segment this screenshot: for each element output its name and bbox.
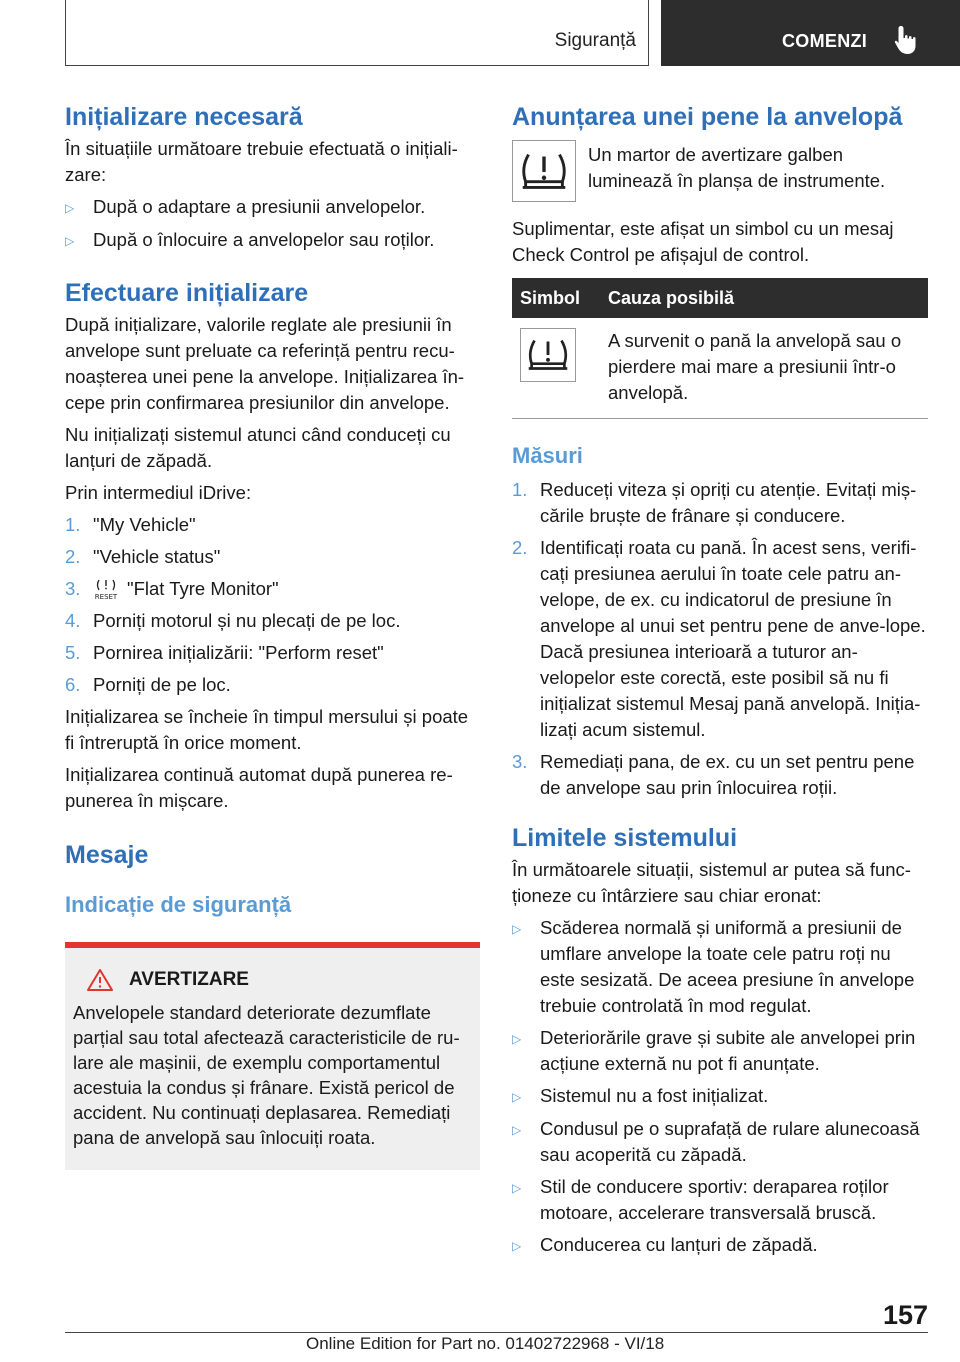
- heading-measures: Măsuri: [512, 443, 583, 468]
- list-item: ▷ Scăderea normală și uniformă a presiunii de umflare anvelope la toate cele patru roți nu este sesizată. De aceea presiune în anvelope trebuie controlată în mod regulat.: [512, 915, 928, 1019]
- heading-flat-tyre-notice: Anunțarea unei pene la anvelopă: [512, 103, 903, 131]
- header-section-box: [65, 0, 649, 66]
- list-item: ▷ Condusul pe o suprafață de rulare alunecoasă sau acoperită cu zăpadă.: [512, 1116, 928, 1168]
- heading-init-required: Inițializare necesară: [65, 103, 303, 131]
- edition-footer: Online Edition for Part no. 01402722968 - VI/18: [306, 1334, 665, 1353]
- list-item: 1. "My Vehicle": [65, 514, 196, 535]
- svg-text:RESET: RESET: [94, 593, 118, 601]
- warning-box: [65, 948, 480, 1170]
- indicator-intro: [512, 140, 928, 202]
- list-item: 2. Identificați roata cu pană. În acest sens, verifi-cați presiunea aerului în toate cele patru an-velope, de ex. cu indicatorul de presiune în anvelope al unui set pentru pene de anve-lope. Dacă presiunea interioară a tuturor an-velopelor este corectă, este posibil să nu fi inițializat sistemul Mesaj pană anvelopă. Iniția-lizați acum sistemul.: [512, 537, 926, 740]
- table-cell-cause: A survenit o pană la anvelopă sau o pierdere mai mare a presiunii într-o anvelopă.: [600, 318, 928, 419]
- heading-perform-init: Efectuare inițializare: [65, 279, 309, 307]
- list-item: ▷ Stil de conducere sportiv: deraparea roților motoare, accelerare transversală bruscă.: [512, 1174, 928, 1226]
- paragraph: După inițializare, valorile reglate ale presiunii în anvelope sunt preluate ca referință pentru recu-noașterea unei pene la anvelope. Inițializarea în-cepe prin confirmarea presiunilor din anvelope.: [65, 314, 465, 413]
- list-item: ▷ După o înlocuire a anvelopelor sau roților.: [65, 227, 480, 254]
- warning-text: Anvelopele standard deteriorate dezumflate parțial sau total afectează caracteristicile de ru-lare ale mașinii, de exemplu comportamentul acestuia la condus și frânare. Există pericol de accident. Nu continuați deplasarea. Remediați pana de anvelopă sau înlocuiți roata.: [73, 1002, 460, 1148]
- paragraph: Prin intermediul iDrive:: [65, 482, 252, 503]
- triangle-bullet-icon: ▷: [65, 201, 75, 215]
- paragraph: Suplimentar, este afișat un simbol cu un mesaj Check Control pe afișajul de control.: [512, 218, 894, 265]
- triangle-bullet-icon: ▷: [65, 234, 75, 248]
- tyre-pressure-warning-icon: [520, 328, 576, 382]
- symbol-table: [512, 278, 928, 419]
- table-header-symbol: Simbol: [512, 278, 600, 318]
- warning-heading: AVERTIZARE: [73, 968, 472, 992]
- left-column: [65, 100, 480, 1170]
- list-item: 3. RESET "Flat Tyre Monitor": [65, 578, 279, 601]
- list-item: 2. "Vehicle status": [65, 546, 221, 567]
- hand-pointer-icon: [894, 24, 920, 56]
- triangle-bullet-icon: ▷: [512, 1090, 522, 1104]
- paragraph: Inițializarea continuă automat după punerea re-punerea în mișcare.: [65, 764, 453, 811]
- header-chapter-title: COMENZI: [782, 31, 868, 51]
- page-number: 157: [882, 1300, 928, 1330]
- init-intro: În situațiile următoare trebuie efectuată o inițiali-zare:: [65, 138, 458, 185]
- header-section-title: Siguranță: [554, 30, 636, 51]
- list-item: 3. Remediați pana, de ex. cu un set pentru pene de anvelope sau prin înlocuirea roții.: [512, 751, 915, 798]
- heading-safety-note: Indicație de siguranță: [65, 892, 292, 917]
- list-item: 4. Porniți motorul și nu plecați de pe loc.: [65, 610, 401, 631]
- triangle-bullet-icon: ▷: [512, 922, 522, 936]
- tyre-pressure-warning-icon: [512, 140, 576, 202]
- header-chapter-box: [661, 0, 960, 66]
- list-item: 6. Porniți de pe loc.: [65, 674, 231, 695]
- paragraph: Un martor de avertizare galben luminează în planșa de instrumente.: [588, 144, 886, 191]
- triangle-bullet-icon: ▷: [512, 1181, 522, 1195]
- triangle-bullet-icon: ▷: [512, 1123, 522, 1137]
- list-item: ▷ Conducerea cu lanțuri de zăpadă.: [512, 1232, 928, 1259]
- paragraph: În următoarele situații, sistemul ar putea să func-ționeze cu întârziere sau chiar eronat:: [512, 859, 911, 906]
- list-item: ▷ Sistemul nu a fost inițializat.: [512, 1083, 928, 1110]
- paragraph: Inițializarea se încheie în timpul mersului și poate fi întreruptă în orice moment.: [65, 706, 469, 753]
- triangle-bullet-icon: ▷: [512, 1032, 522, 1046]
- heading-messages: Mesaje: [65, 841, 149, 869]
- tyre-reset-icon: [93, 577, 119, 601]
- warning-triangle-icon: [87, 968, 113, 992]
- list-item: 1. Reduceți viteza și opriți cu atenție. Evitați miș-cările bruște de frânare și conducere.: [512, 479, 917, 526]
- table-header-cause: Cauza posibilă: [600, 278, 928, 318]
- right-column: [512, 100, 928, 1259]
- table-row: [512, 318, 928, 419]
- paragraph: Nu inițializați sistemul atunci când conduceți cu lanțuri de zăpadă.: [65, 424, 451, 471]
- list-item: 5. Pornirea inițializării: "Perform reset": [65, 642, 384, 663]
- list-item: ▷ Deteriorările grave și subite ale anvelopei prin acțiune externă nu pot fi anunțate.: [512, 1025, 928, 1077]
- triangle-bullet-icon: ▷: [512, 1239, 522, 1253]
- footer-divider: [65, 1332, 928, 1333]
- heading-system-limits: Limitele sistemului: [512, 824, 738, 852]
- list-item: ▷ După o adaptare a presiunii anvelopelor.: [65, 194, 480, 221]
